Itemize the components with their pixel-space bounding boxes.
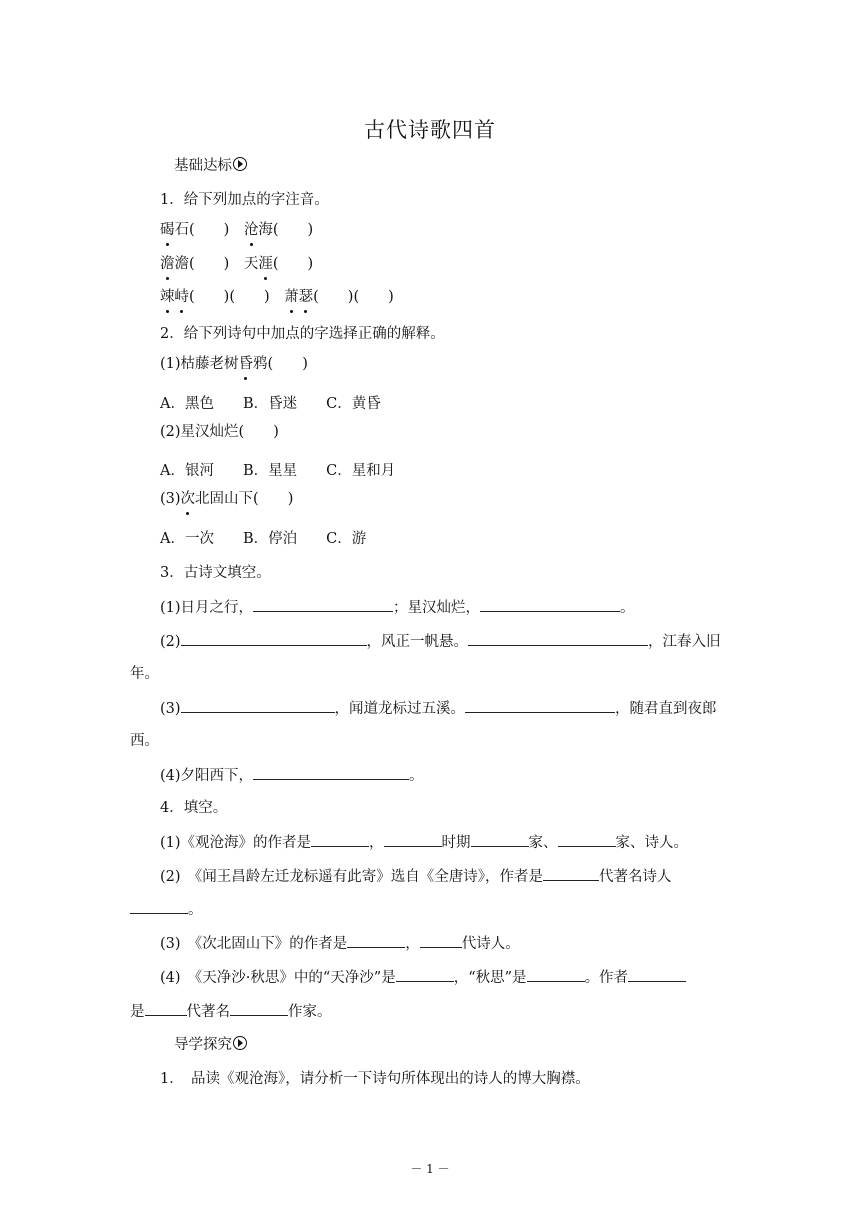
q1-row2-a: 澹( ) <box>174 256 230 272</box>
q2-s2-options: A．银河 B．星星 C．星和月 <box>160 463 396 479</box>
q4-l1-a: (1)《观沧海》的作者是 <box>160 835 312 851</box>
answer-blank[interactable] <box>347 933 405 948</box>
section-guide <box>174 1035 247 1055</box>
q4-l4-b: ，“秋思”是 <box>453 970 527 986</box>
q3-l3-c: ，随君直到夜郎 <box>615 701 717 717</box>
answer-blank[interactable] <box>480 597 620 612</box>
q1-row1-b: 海( ) <box>258 222 314 238</box>
q3-l3-b: ，闻道龙标过五溪。 <box>334 701 466 717</box>
q4-l1-c: 时期 <box>441 835 471 851</box>
answer-blank[interactable] <box>465 698 615 713</box>
play-circle-icon <box>233 1036 247 1050</box>
q3-l1-c: 。 <box>620 600 635 616</box>
q2-s3 <box>160 489 293 509</box>
q4-l4-wrap-b: 代著名 <box>186 1004 230 1020</box>
page-title: 古代诗歌四首 <box>364 118 496 142</box>
answer-blank[interactable] <box>181 698 335 713</box>
q2-s3-options: A．一次 B．停泊 C．游 <box>160 531 367 547</box>
q2-s2-post: 灿烂( ) <box>209 424 279 440</box>
answer-blank[interactable] <box>130 899 188 914</box>
q2-s1-post: 鸦( ) <box>253 356 308 372</box>
q2-s1 <box>160 354 308 374</box>
answer-blank[interactable] <box>181 631 367 646</box>
dotted-char: 峙 <box>174 289 189 305</box>
q4-l4-c: 。作者 <box>584 970 629 986</box>
q3-l1-a: (1)日月之行， <box>160 600 254 616</box>
dotted-char: 澹 <box>160 256 175 272</box>
q3-l3 <box>160 698 717 719</box>
q3-l1 <box>160 597 635 618</box>
answer-blank[interactable] <box>420 933 462 948</box>
q3-l3-wrap: 西。 <box>130 733 159 749</box>
q1-row3-b: ( )( ) <box>313 289 394 305</box>
q3-l3-a: (3) <box>160 701 181 717</box>
dotted-char: 碣 <box>160 222 175 238</box>
q3-l2-b: ，风正一帆悬。 <box>366 634 469 650</box>
q3-l4-b: 。 <box>409 768 424 784</box>
q1-prompt: 1．给下列加点的字注音。 <box>160 192 329 208</box>
q2-s1-pre: (1)枯藤老树 <box>160 356 239 372</box>
q4-l2 <box>160 866 672 887</box>
q3-l2 <box>160 631 721 652</box>
q4-l3-a: (3) 《次北固山下》的作者是 <box>160 936 348 952</box>
answer-blank[interactable] <box>543 866 599 881</box>
q4-l1-e: 家、诗人。 <box>615 835 689 851</box>
q2-s2-pre: (2)星 <box>160 424 196 440</box>
q4-l2-b: 代著名诗人 <box>599 869 672 885</box>
answer-blank[interactable] <box>253 597 393 612</box>
q4-l2-a: (2) 《闻王昌龄左迁龙标遥有此寄》选自《全唐诗》，作者是 <box>160 869 544 885</box>
q2-s2 <box>160 422 279 442</box>
section-guide-label: 导学探究 <box>174 1037 232 1053</box>
q2-s3-pre: (3) <box>160 491 181 507</box>
answer-blank[interactable] <box>471 832 529 847</box>
q3-l1-b: ；星汉灿烂， <box>393 600 481 616</box>
page-number: － 1 － <box>410 1162 450 1176</box>
q4-l2-wrap <box>130 899 203 920</box>
dotted-char: 萧 <box>284 289 299 305</box>
q1-row1-a: 石( ) <box>174 222 230 238</box>
q4-prompt: 4．填空。 <box>160 800 228 816</box>
q3-l2-wrap: 年。 <box>130 666 159 682</box>
q2-s3-post: 北固山下( ) <box>195 491 294 507</box>
q1-row3-a: ( )( ) <box>189 289 270 305</box>
answer-blank[interactable] <box>384 832 442 847</box>
guide-q1: 1． 品读《观沧海》，请分析一下诗句所体现出的诗人的博大胸襟。 <box>160 1071 590 1087</box>
section-basic-label: 基础达标 <box>174 158 232 174</box>
dotted-char: 涯 <box>258 256 273 272</box>
dotted-char: 次 <box>180 491 196 507</box>
dotted-char: 昏 <box>238 356 254 372</box>
q1-row2-b: ( ) <box>272 256 314 272</box>
q3-l2-a: (2) <box>160 634 181 650</box>
answer-blank[interactable] <box>628 967 686 982</box>
q4-l2-wrap-text: 。 <box>188 902 203 918</box>
dotted-char: 竦 <box>160 289 175 305</box>
answer-blank[interactable] <box>558 832 616 847</box>
q2-prompt: 2．给下列诗句中加点的字选择正确的解释。 <box>160 326 445 342</box>
q4-l4-wrap-a: 是 <box>130 1004 145 1020</box>
q1-row2-b-pre: 天 <box>243 256 259 272</box>
dotted-char: 沧 <box>243 222 259 238</box>
q4-l3-c: 代诗人。 <box>461 936 520 952</box>
play-circle-icon <box>233 157 247 171</box>
q2-s1-options: A．黑色 B．昏迷 C．黄昏 <box>160 396 381 412</box>
q3-l4 <box>160 765 424 786</box>
q1-row2 <box>160 254 313 274</box>
dotted-char: 瑟 <box>298 289 314 305</box>
q4-l4-wrap <box>130 1001 332 1022</box>
q3-l2-c: ，江春入旧 <box>648 634 721 650</box>
q3-prompt: 3．古诗文填空。 <box>160 565 271 581</box>
q1-row3 <box>160 287 394 307</box>
answer-blank[interactable] <box>527 967 585 982</box>
answer-blank[interactable] <box>396 967 454 982</box>
q4-l1 <box>160 832 688 853</box>
answer-blank[interactable] <box>230 1001 288 1016</box>
answer-blank[interactable] <box>145 1001 187 1016</box>
answer-blank[interactable] <box>311 832 369 847</box>
q2-s2-char: 汉 <box>195 424 210 440</box>
q4-l3-b: ， <box>405 936 420 952</box>
q4-l1-d: 家、 <box>528 835 558 851</box>
q4-l1-b: ， <box>369 835 384 851</box>
answer-blank[interactable] <box>468 631 648 646</box>
q4-l4-a: (4) 《天净沙·秋思》中的“天净沙”是 <box>160 970 396 986</box>
q3-l4-a: (4)夕阳西下， <box>160 768 254 784</box>
q4-l4-wrap-c: 作家。 <box>288 1004 332 1020</box>
answer-blank[interactable] <box>253 765 409 780</box>
q1-row1 <box>160 220 313 240</box>
q4-l3 <box>160 933 520 954</box>
q4-l4 <box>160 967 686 988</box>
section-basic <box>174 156 247 176</box>
